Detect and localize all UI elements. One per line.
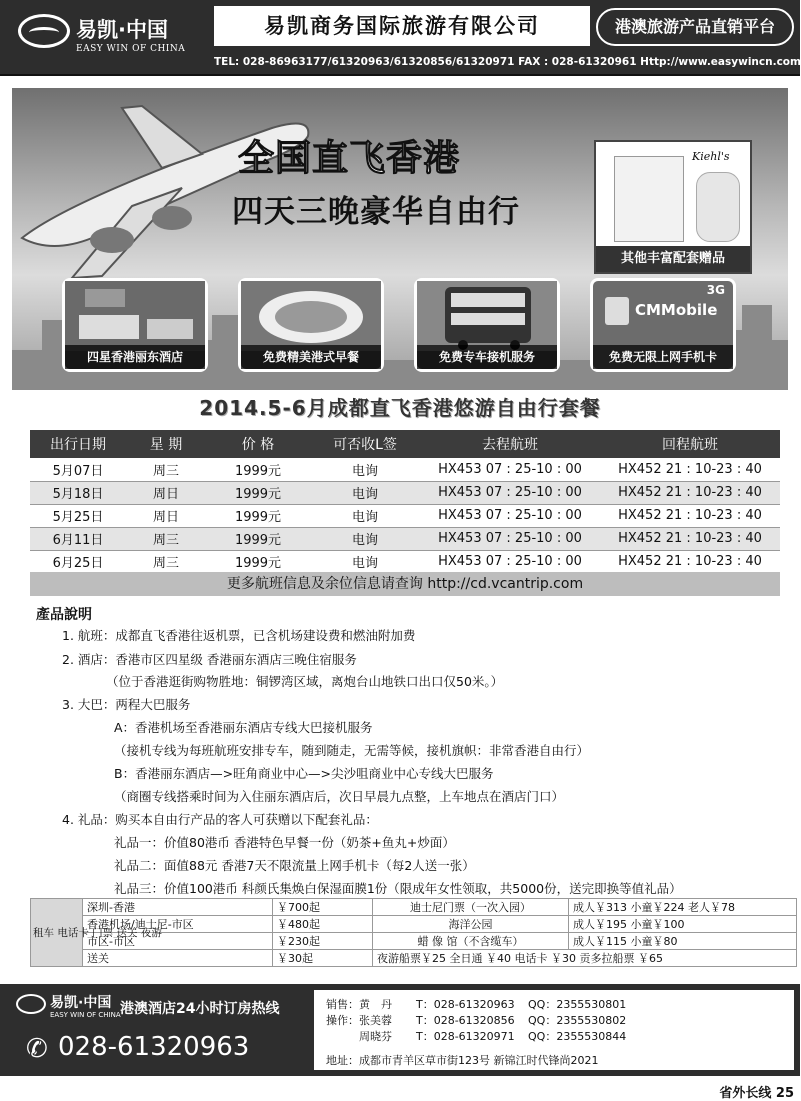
contact-line: TEL: 028-86963177/61320963/61320856/61320971 FAX : 028-61320961 Http://www.easywincn.com (214, 56, 801, 68)
double-decker-bus-icon (417, 281, 557, 351)
cell-visa: 电询 (310, 527, 420, 550)
desc-line: （位于香港逛街购物胜地：铜锣湾区域，离炮台山地铁口出口仅50米。） (106, 674, 504, 689)
table-row (30, 527, 780, 550)
cell-attraction: 迪士尼门票（一次入园） (373, 899, 569, 916)
cell-date: 5月18日 (30, 481, 126, 504)
cell-outbound: HX453 07 : 25-10 : 00 (420, 527, 600, 550)
contact-name: 操作：张美蓉 (326, 1014, 392, 1027)
col-header-visa: 可否收L签 (310, 430, 420, 458)
services-table (30, 898, 797, 967)
cell-price: 1999元 (206, 504, 310, 527)
desc-line: （接机专线为每班航班安排专车，随到随走，无需等候，接机旗帜：非常香港自由行） (114, 743, 590, 758)
flight-schedule-table (30, 430, 780, 574)
desc-line: 2. 酒店：香港市区四星级 香港丽东酒店三晚住宿服务 (62, 652, 357, 667)
cell-ticket-price: 成人￥115 小童￥80 (569, 933, 797, 950)
col-header-return: 回程航班 (600, 430, 780, 458)
sim-brand-text: CMMobile (635, 301, 718, 319)
header-bar (0, 0, 800, 76)
cell-price: ￥30起 (273, 950, 373, 967)
cell-visa: 电询 (310, 481, 420, 504)
cell-weekday: 周三 (126, 527, 206, 550)
description-title: 產品說明 (36, 607, 92, 623)
table-row (30, 504, 780, 527)
cell-outbound: HX453 07 : 25-10 : 00 (420, 504, 600, 527)
col-header-price: 价 格 (206, 430, 310, 458)
company-name: 易凯商务国际旅游有限公司 (214, 6, 590, 46)
table-row (31, 950, 797, 967)
col-header-weekday: 星 期 (126, 430, 206, 458)
desc-line: 礼品一：价值80港币 香港特色早餐一份（奶茶+鱼丸+炒面） (114, 835, 455, 850)
cell-date: 5月07日 (30, 458, 126, 481)
cell-date: 5月25日 (30, 504, 126, 527)
company-logo-icon (18, 14, 70, 48)
contact-qq: QQ：2355530802 (528, 1014, 627, 1027)
cell-route: 深圳-香港 (83, 899, 273, 916)
cell-date: 6月25日 (30, 550, 126, 573)
contact-phone: T：028-61320856 (416, 1014, 515, 1027)
table-row (30, 550, 780, 573)
table-row (30, 458, 780, 481)
feature-label: 免费无限上网手机卡 (593, 345, 733, 369)
more-info-bar: 更多航班信息及余位信息请查询 http://cd.vcantrip.com (30, 572, 780, 596)
contact-qq: QQ：2355530844 (528, 1030, 627, 1043)
hotline-number: 028-61320963 (58, 1032, 250, 1062)
footer-hotline-panel (0, 984, 308, 1076)
logo-en-text: EASY WIN OF CHINA (76, 44, 186, 54)
feature-label: 四星香港丽东酒店 (65, 345, 205, 369)
cell-visa: 电询 (310, 550, 420, 573)
feature-sim (590, 278, 736, 372)
col-header-date: 出行日期 (30, 430, 126, 458)
sim-chip-icon (605, 297, 629, 325)
table-row (31, 916, 797, 933)
contacts-panel (314, 990, 794, 1070)
cell-route: 送关 (83, 950, 273, 967)
schedule-header-row (30, 430, 780, 458)
desc-line: 3. 大巴：两程大巴服务 (62, 697, 191, 712)
contact-phone: T：028-61320971 (416, 1030, 515, 1043)
cell-date: 6月11日 (30, 527, 126, 550)
cell-weekday: 周日 (126, 481, 206, 504)
desc-line: B：香港丽东酒店—>旺角商业中心—>尖沙咀商业中心专线大巴服务 (114, 766, 494, 781)
col-header-outbound: 去程航班 (420, 430, 600, 458)
footer-bar (0, 984, 800, 1076)
desc-line: 礼品三：价值100港币 科颜氏集焕白保湿面膜1份（限成年女性领取，共5000份，送完即换等值礼品） (114, 881, 682, 896)
table-row (31, 899, 797, 916)
cell-visa: 电询 (310, 504, 420, 527)
desc-line: （商圈专线搭乘时间为入住丽东酒店后，次日早晨九点整，上车地点在酒店门口） (114, 789, 565, 804)
hotel-room-image (65, 281, 205, 351)
cell-return: HX452 21 : 10-23 : 40 (600, 527, 780, 550)
feature-hotel (62, 278, 208, 372)
cell-return: HX452 21 : 10-23 : 40 (600, 504, 780, 527)
desc-line: 4. 礼品：购买本自由行产品的客人可获赠以下配套礼品： (62, 812, 378, 827)
logo-cn-text: 易凯·中国 (76, 18, 168, 42)
cell-outbound: HX453 07 : 25-10 : 00 (420, 550, 600, 573)
cell-price: 1999元 (206, 527, 310, 550)
face-mask-image (696, 172, 740, 242)
cell-night-tour: 夜游船票￥25 全日通 ￥40 电话卡 ￥30 贡多拉船票 ￥65 (373, 950, 797, 967)
breakfast-dish-image (241, 281, 381, 351)
contact-name: 周晓芬 (326, 1030, 392, 1043)
promo-banner (12, 88, 788, 390)
package-title: 2014.5-6月成都直飞香港悠游自由行套餐 (199, 396, 601, 420)
hotline-label: 港澳酒店24小时订房热线 (120, 1001, 280, 1017)
contact-phone: T：028-61320963 (416, 998, 515, 1011)
phone-icon: ✆ (26, 1034, 48, 1064)
footer-logo-cn: 易凯·中国 (50, 995, 112, 1011)
cell-price: ￥230起 (273, 933, 373, 950)
cell-ticket-price: 成人￥195 小童￥100 (569, 916, 797, 933)
cell-return: HX452 21 : 10-23 : 40 (600, 481, 780, 504)
footer-logo-en: EASY WIN OF CHINA (50, 1011, 121, 1019)
cell-price: 1999元 (206, 481, 310, 504)
cell-route: 香港机场/迪士尼-市区 (83, 916, 273, 933)
feature-label: 免费专车接机服务 (417, 345, 557, 369)
services-category: 租车 电话卡 门票 送关 夜游 (31, 899, 83, 967)
cell-weekday: 周日 (126, 504, 206, 527)
footer-logo-icon (16, 994, 46, 1014)
gift-image-box (594, 140, 752, 274)
cell-attraction: 海洋公园 (373, 916, 569, 933)
cell-return: HX452 21 : 10-23 : 40 (600, 458, 780, 481)
banner-title-sub: 四天三晚豪华自由行 (232, 194, 520, 230)
contact-name: 销售：黄 丹 (326, 998, 392, 1011)
cell-ticket-price: 成人￥313 小童￥224 老人￥78 (569, 899, 797, 916)
cell-price: 1999元 (206, 458, 310, 481)
desc-line: 1. 航班：成都直飞香港往返机票，已含机场建设费和燃油附加费 (62, 628, 416, 643)
desc-line: A：香港机场至香港丽东酒店专线大巴接机服务 (114, 720, 373, 735)
sim-3g-text: 3G (706, 283, 725, 297)
table-row (30, 481, 780, 504)
cell-price: ￥480起 (273, 916, 373, 933)
feature-breakfast (238, 278, 384, 372)
cell-weekday: 周三 (126, 458, 206, 481)
banner-title-main: 全国直飞香港 (238, 138, 461, 179)
gift-label: 其他丰富配套赠品 (596, 246, 750, 272)
platform-badge: 港澳旅游产品直销平台 (596, 8, 794, 46)
feature-bus (414, 278, 560, 372)
cell-attraction: 蜡 像 馆（不含缆车） (373, 933, 569, 950)
feature-label: 免费精美港式早餐 (241, 345, 381, 369)
cell-visa: 电询 (310, 458, 420, 481)
cell-price: 1999元 (206, 550, 310, 573)
cell-outbound: HX453 07 : 25-10 : 00 (420, 458, 600, 481)
cell-weekday: 周三 (126, 550, 206, 573)
cell-price: ￥700起 (273, 899, 373, 916)
cell-outbound: HX453 07 : 25-10 : 00 (420, 481, 600, 504)
product-box-image (614, 156, 684, 242)
page-footer: 省外长线 25 (719, 1086, 794, 1101)
desc-line: 礼品二：面值88元 香港7天不限流量上网手机卡（每2人送一张） (114, 858, 475, 873)
contact-qq: QQ：2355530801 (528, 998, 627, 1011)
address-line: 地址：成都市青羊区草市街123号 新锦江时代锋尚2021 (326, 1054, 599, 1067)
gift-brand-text: Kiehl's (692, 150, 730, 163)
cell-return: HX452 21 : 10-23 : 40 (600, 550, 780, 573)
cell-route: 市区-市区 (83, 933, 273, 950)
